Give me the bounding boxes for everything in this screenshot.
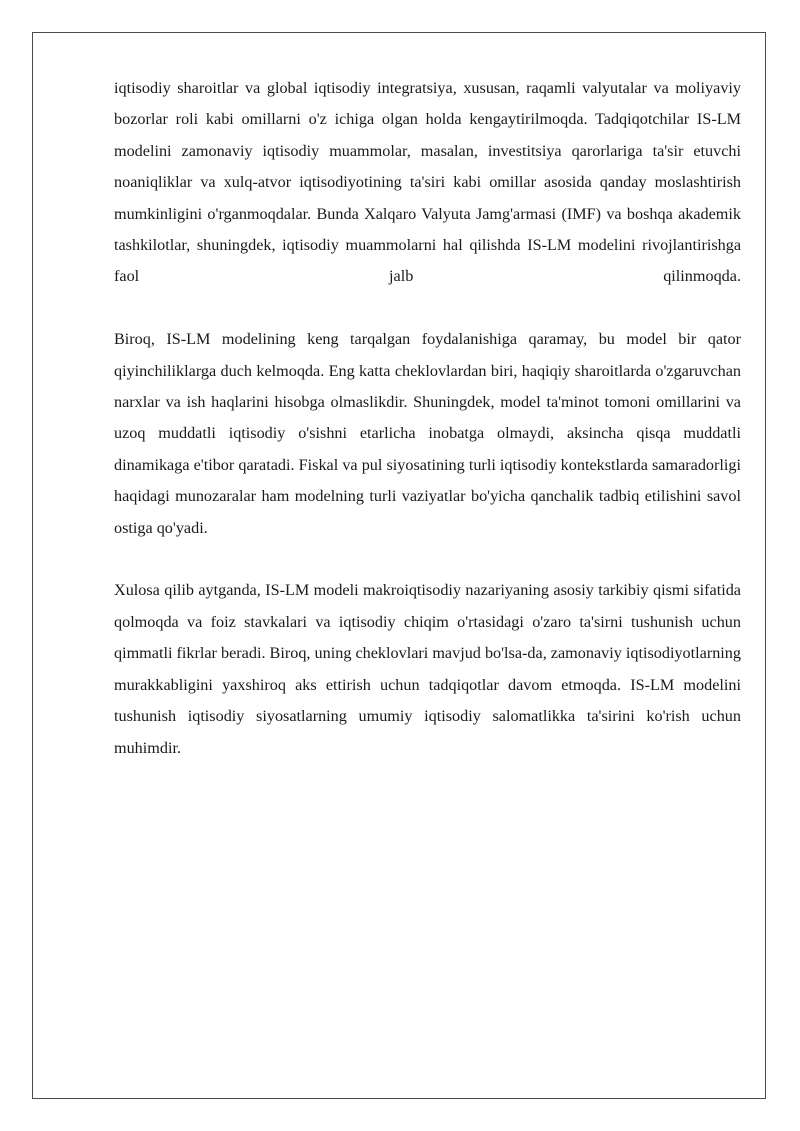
document-body — [114, 73, 741, 764]
paragraph-1: iqtisodiy sharoitlar va global iqtisodiy integratsiya, xususan, raqamli valyutalar va moliyaviy bozorlar roli kabi omillarni o'z ichiga olgan holda kengaytirilmoqda. Tadqiqotchilar IS-LM modelini zamonaviy iqtisodiy muammolar, masalan, investitsiya qarorlariga ta'sir etuvchi noaniqliklar va xulq-atvor iqtisodiyotining ta'siri kabi omillar asosida qanday moslashtirish mumkinligini o'rganmoqdalar. Bunda Xalqaro Valyuta Jamg'armasi (IMF) va boshqa akademik tashkilotlar, shuningdek, iqtisodiy muammolarni hal qilishda IS-LM modelini rivojlantirishga faol jalb qilinmoqda. — [114, 79, 741, 286]
paragraph-3: Xulosa qilib aytganda, IS-LM modeli makroiqtisodiy nazariyaning asosiy tarkibiy qismi sifatida qolmoqda va foiz stavkalari va iqtisodiy chiqim o'rtasidagi o'zaro ta'sirni tushunish uchun qimmatli fikrlar beradi. Biroq, uning cheklovlari mavjud bo'lsa-da, zamonaviy iqtisodiyotlarning murakkabligini yaxshiroq aks ettirish uchun tadqiqotlar davom etmoqda. IS-LM modelini tushunish iqtisodiy siyosatlarning umumiy iqtisodiy salomatlikka ta'sirini ko'rish uchun muhimdir. — [114, 581, 741, 757]
paragraph-2: Biroq, IS-LM modelining keng tarqalgan foydalanishiga qaramay, bu model bir qator qiyinchiliklarga duch kelmoqda. Eng katta cheklovlardan biri, haqiqiy sharoitlarda o'zgaruvchan narxlar va ish haqlarini hisobga olmaslikdir. Shuningdek, model ta'minot tomoni omillarini va uzoq muddatli iqtisodiy o'sishni etarlicha inobatga olmaydi, aksincha qisqa muddatli dinamikaga e'tibor qaratadi. Fiskal va pul siyosatining turli iqtisodiy kontekstlarda samaradorligi haqidagi munozaralar ham modelning turli vaziyatlar bo'yicha qanchalik tadbiq etilishini savol ostiga qo'yadi. — [114, 330, 741, 537]
